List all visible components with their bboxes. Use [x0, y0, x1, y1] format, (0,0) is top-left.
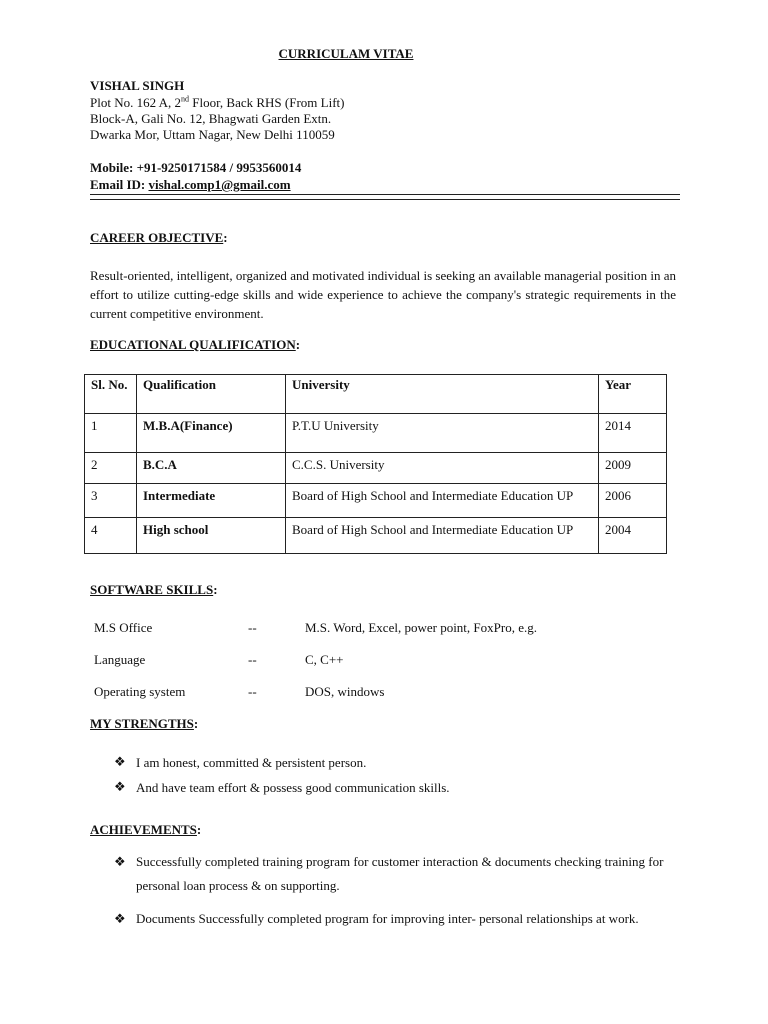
email-line: Email ID: vishal.comp1@gmail.com — [90, 177, 291, 192]
column-header: Qualification — [137, 375, 286, 414]
table-row — [85, 518, 667, 554]
achievements-heading: ACHIEVEMENTS: — [90, 822, 202, 837]
year-cell: 2004 — [599, 518, 667, 554]
career-objective-text: Result-oriented, intelligent, organized and motivated individual is seeking an available managerial position in an effort to utilize cutting-edge skills and wide experience to achieve the company's strategic requirements in the current competitive environment. — [90, 268, 676, 321]
university-cell: P.T.U University — [286, 414, 599, 453]
university-cell: Board of High School and Intermediate Education UP — [286, 484, 599, 518]
skill-label: Language — [94, 652, 146, 667]
bullet-icon: ❖ — [114, 911, 126, 926]
achievement-item: Documents Successfully completed program for improving inter- personal relationships at work. — [136, 911, 639, 926]
candidate-name: VISHAL SINGH — [90, 78, 185, 93]
section-divider — [90, 194, 680, 200]
skill-separator: -- — [248, 684, 257, 699]
skill-value: M.S. Word, Excel, power point, FoxPro, e.g. — [305, 620, 537, 635]
serial-cell: 3 — [85, 484, 137, 518]
year-cell: 2009 — [599, 453, 667, 484]
document-title: CURRICULAM VITAE — [278, 46, 414, 61]
strengths-heading: MY STRENGTHS: — [90, 716, 199, 731]
strength-item: And have team effort & possess good communication skills. — [136, 780, 450, 795]
university-cell: C.C.S. University — [286, 453, 599, 484]
university-cell: Board of High School and Intermediate Education UP — [286, 518, 599, 554]
address-line-3: Dwarka Mor, Uttam Nagar, New Delhi 110059 — [90, 127, 335, 142]
skill-value: DOS, windows — [305, 684, 385, 699]
address-line-1: Plot No. 162 A, 2nd Floor, Back RHS (From Lift) — [90, 94, 345, 110]
year-cell: 2014 — [599, 414, 667, 453]
year-cell: 2006 — [599, 484, 667, 518]
skill-value: C, C++ — [305, 652, 344, 667]
bullet-icon: ❖ — [114, 779, 126, 794]
achievement-item: Successfully completed training program for customer interaction & documents checking training for personal loan process & on supporting. — [136, 854, 664, 893]
education-heading: EDUCATIONAL QUALIFICATION: — [90, 337, 301, 352]
qualification-cell: High school — [137, 518, 286, 554]
career-objective-heading: CAREER OBJECTIVE: — [90, 230, 228, 245]
bullet-icon: ❖ — [114, 754, 126, 769]
email-link[interactable]: vishal.comp1@gmail.com — [148, 177, 291, 192]
mobile-number: Mobile: +91-9250171584 / 9953560014 — [90, 160, 302, 175]
strength-item: I am honest, committed & persistent person. — [136, 755, 367, 770]
serial-cell: 4 — [85, 518, 137, 554]
qualification-cell: Intermediate — [137, 484, 286, 518]
serial-cell: 1 — [85, 414, 137, 453]
education-table-header — [85, 375, 667, 414]
education-table — [84, 374, 667, 554]
skill-label: Operating system — [94, 684, 186, 699]
column-header: Sl. No. — [85, 375, 137, 414]
skill-separator: -- — [248, 620, 257, 635]
skill-separator: -- — [248, 652, 257, 667]
qualification-cell: M.B.A(Finance) — [137, 414, 286, 453]
table-row — [85, 484, 667, 518]
serial-cell: 2 — [85, 453, 137, 484]
bullet-icon: ❖ — [114, 854, 126, 869]
skill-label: M.S Office — [94, 620, 153, 635]
column-header: Year — [599, 375, 667, 414]
table-row — [85, 414, 667, 453]
software-skills-heading: SOFTWARE SKILLS: — [90, 582, 218, 597]
table-row — [85, 453, 667, 484]
column-header: University — [286, 375, 599, 414]
address-line-2: Block-A, Gali No. 12, Bhagwati Garden Extn. — [90, 111, 332, 126]
qualification-cell: B.C.A — [137, 453, 286, 484]
